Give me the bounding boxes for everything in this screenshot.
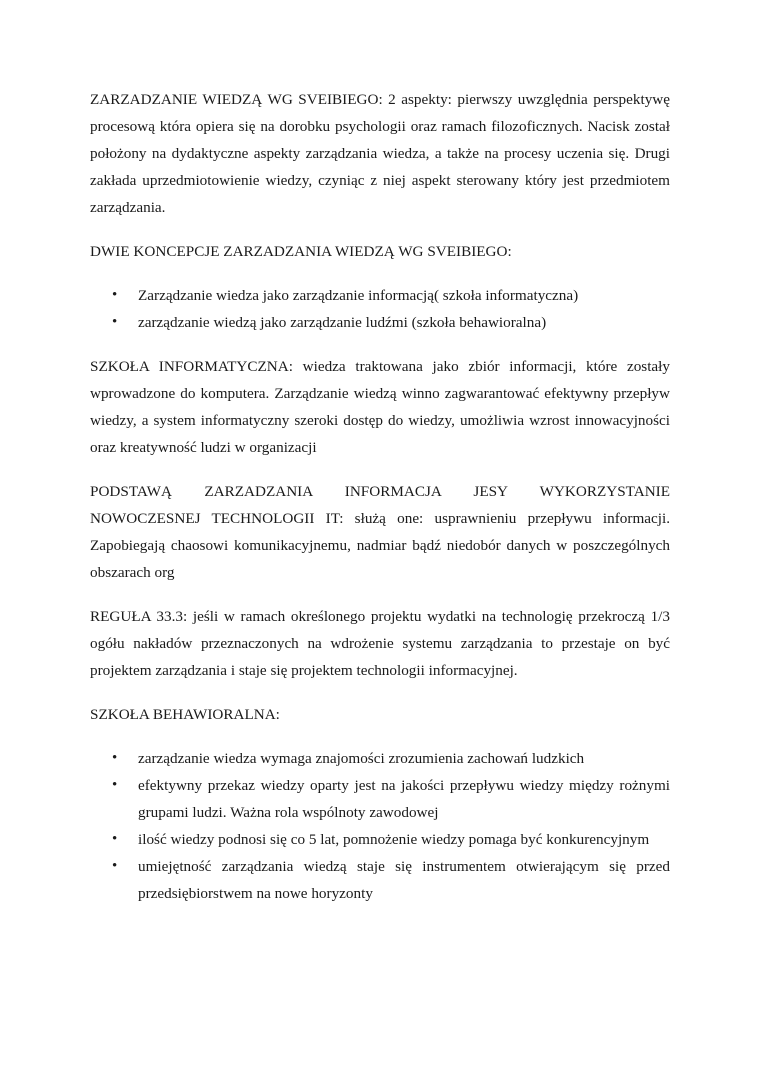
basis-heading-line: PODSTAWĄ ZARZADZANIA INFORMACJA JESY WYKORZYSTANIE bbox=[90, 483, 670, 500]
list-item: • umiejętność zarządzania wiedzą staje się instrumentem otwierającym się przed przedsiębiorstwem na nowe horyzonty bbox=[138, 853, 670, 907]
list-item: • ilość wiedzy podnosi się co 5 lat, pomnożenie wiedzy pomaga być konkurencyjnym bbox=[138, 826, 670, 853]
list-item: • efektywny przekaz wiedzy oparty jest na jakości przepływu wiedzy między rożnymi grupami ludzi. Ważna rola wspólnoty zawodowej bbox=[138, 772, 670, 826]
basis-paragraph bbox=[90, 478, 670, 586]
list-item: • Zarządzanie wiedza jako zarządzanie informacją( szkoła informatyczna) bbox=[138, 282, 670, 309]
intro-paragraph: ZARZADZANIE WIEDZĄ WG SVEIBIEGO: 2 aspekty: pierwszy uwzględnia perspektywę procesową która opiera się na dorobku psychologii oraz ramach filozoficznych. Nacisk został położony na dydaktyczne aspekty zarządzania wiedza, a także na procesy uczenia się. Drugi zakłada uprzedmiotowienie wiedzy, czyniąc z niej aspekt sterowany który jest przedmiotem zarządzania. bbox=[90, 91, 670, 216]
concepts-list bbox=[90, 282, 670, 336]
informatics-school-paragraph: SZKOŁA INFORMATYCZNA: wiedza traktowana jako zbiór informacji, które zostały wprowadzone do komputera. Zarządzanie wiedzą winno zagwarantować efektywny przepływ wiedzy, a system informatyczny szeroki dostęp do wiedzy, umożliwia wzrost innowacyjności oraz kreatywność ludzi w organizacji bbox=[90, 358, 670, 456]
rule-paragraph: REGUŁA 33.3: jeśli w ramach określonego projektu wydatki na technologię przekroczą 1/3 ogółu nakładów przeznaczonych na wdrożenie systemu zarządzania to przestaje on być projektem zarządzania i staje się projektem technologii informacyjnej. bbox=[90, 608, 670, 679]
basis-body: NOWOCZESNEJ TECHNOLOGII IT: służą one: usprawnieniu przepływu informacji. Zapobiegają chaosowi komunikacyjnemu, nadmiar bądź niedobór danych w poszczególnych obszarach org bbox=[90, 510, 670, 581]
behavioral-list bbox=[90, 745, 670, 907]
behavioral-heading: SZKOŁA BEHAWIORALNA: bbox=[90, 706, 280, 723]
list-item: • zarządzanie wiedza wymaga znajomości zrozumienia zachowań ludzkich bbox=[138, 745, 670, 772]
document-page bbox=[90, 86, 670, 924]
two-concepts-heading: DWIE KONCEPCJE ZARZADZANIA WIEDZĄ WG SVEIBIEGO: bbox=[90, 243, 512, 260]
list-item: • zarządzanie wiedzą jako zarządzanie ludźmi (szkoła behawioralna) bbox=[138, 309, 670, 336]
